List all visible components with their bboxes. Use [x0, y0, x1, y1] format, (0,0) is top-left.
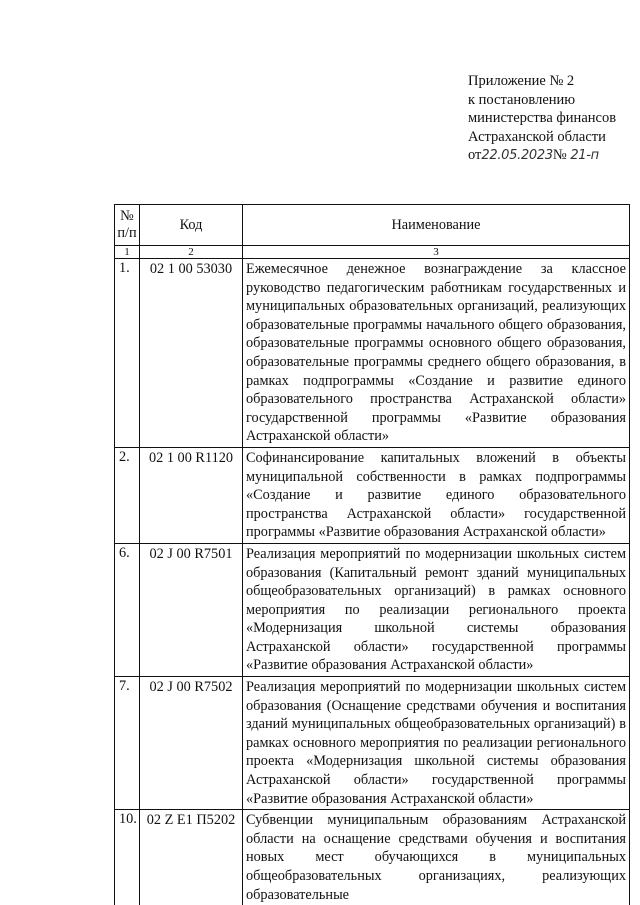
row-num: 6.: [115, 543, 140, 676]
header-name: Наименование: [243, 205, 630, 246]
header-code: Код: [140, 205, 243, 246]
row-name: Ежемесячное денежное вознаграждение за классное руководство педагогическим работникам государственных и муниципальных образовательных организаций, реализующих образовательные программы начального общего образования, образовательные программы основного общего образования, образовательные программы среднего общего образования, в рамках подпрограммы «Создание и развитие единого образовательного пространства Астраханской области» государственной программы «Развитие образования Астраханской области»: [243, 259, 630, 448]
row-num: 10.: [115, 810, 140, 905]
row-name: Реализация мероприятий по модернизации школьных систем образования (Оснащение средствами обучения и воспитания зданий муниципальных общеобразовательных организаций) в рамках основного мероприятия по реализации регионального проекта «Модернизация школьной системы образования Астраханской области» государственной программы «Развитие образования Астраханской области»: [243, 677, 630, 810]
col-number-1: 1: [115, 246, 140, 259]
table-row: [115, 259, 630, 448]
table-header-row: [115, 205, 630, 246]
annex-header: [468, 72, 616, 166]
annex-line-3: министерства финансов: [468, 110, 617, 126]
row-name: Субвенции муниципальным образованиям Астраханской области на оснащение средствами обучения и воспитания новых мест обучающихся в муниципальных общеобразовательных организациях, реализующих образовательные: [243, 810, 630, 905]
row-code: 02 J 00 R7502: [140, 677, 243, 810]
row-num: 1.: [115, 259, 140, 448]
date-prefix: от: [468, 147, 482, 163]
col-number-2: 2: [140, 246, 243, 259]
handwritten-number: 21-п: [570, 148, 599, 163]
row-code: 02 1 00 R1120: [140, 447, 243, 543]
codes-table: [114, 204, 630, 905]
table-row: [115, 810, 630, 905]
header-num: № п/п: [115, 205, 140, 246]
annex-date-line: [468, 146, 616, 166]
table-row: [115, 543, 630, 676]
row-code: 02 J 00 R7501: [140, 543, 243, 676]
column-number-row: [115, 246, 630, 259]
annex-title: Приложение № 2: [468, 73, 575, 89]
number-prefix: №: [552, 147, 567, 163]
row-num: 7.: [115, 677, 140, 810]
annex-line-2: к постановлению: [468, 91, 576, 108]
row-name: Реализация мероприятий по модернизации школьных систем образования (Капитальный ремонт зданий муниципальных общеобразовательных организаций) в рамках основного мероприятия по реализации регионального проекта «Модернизация школьной системы образования Астраханской области» государственной программы «Развитие образования Астраханской области»: [243, 543, 630, 676]
table-row: [115, 677, 630, 810]
annex-line-4: Астраханской области: [468, 128, 606, 145]
table-row: [115, 447, 630, 543]
row-code: 02 Z E1 П5202: [140, 810, 243, 905]
row-name: Софинансирование капитальных вложений в объекты муниципальной собственности в рамках подпрограммы «Создание и развитие единого образовательного пространства Астраханской области» государственной программы «Развитие образования Астраханской области»: [243, 447, 630, 543]
handwritten-date: 22.05.2023: [481, 148, 553, 163]
row-num: 2.: [115, 447, 140, 543]
row-code: 02 1 00 53030: [140, 259, 243, 448]
col-number-3: 3: [243, 246, 630, 259]
